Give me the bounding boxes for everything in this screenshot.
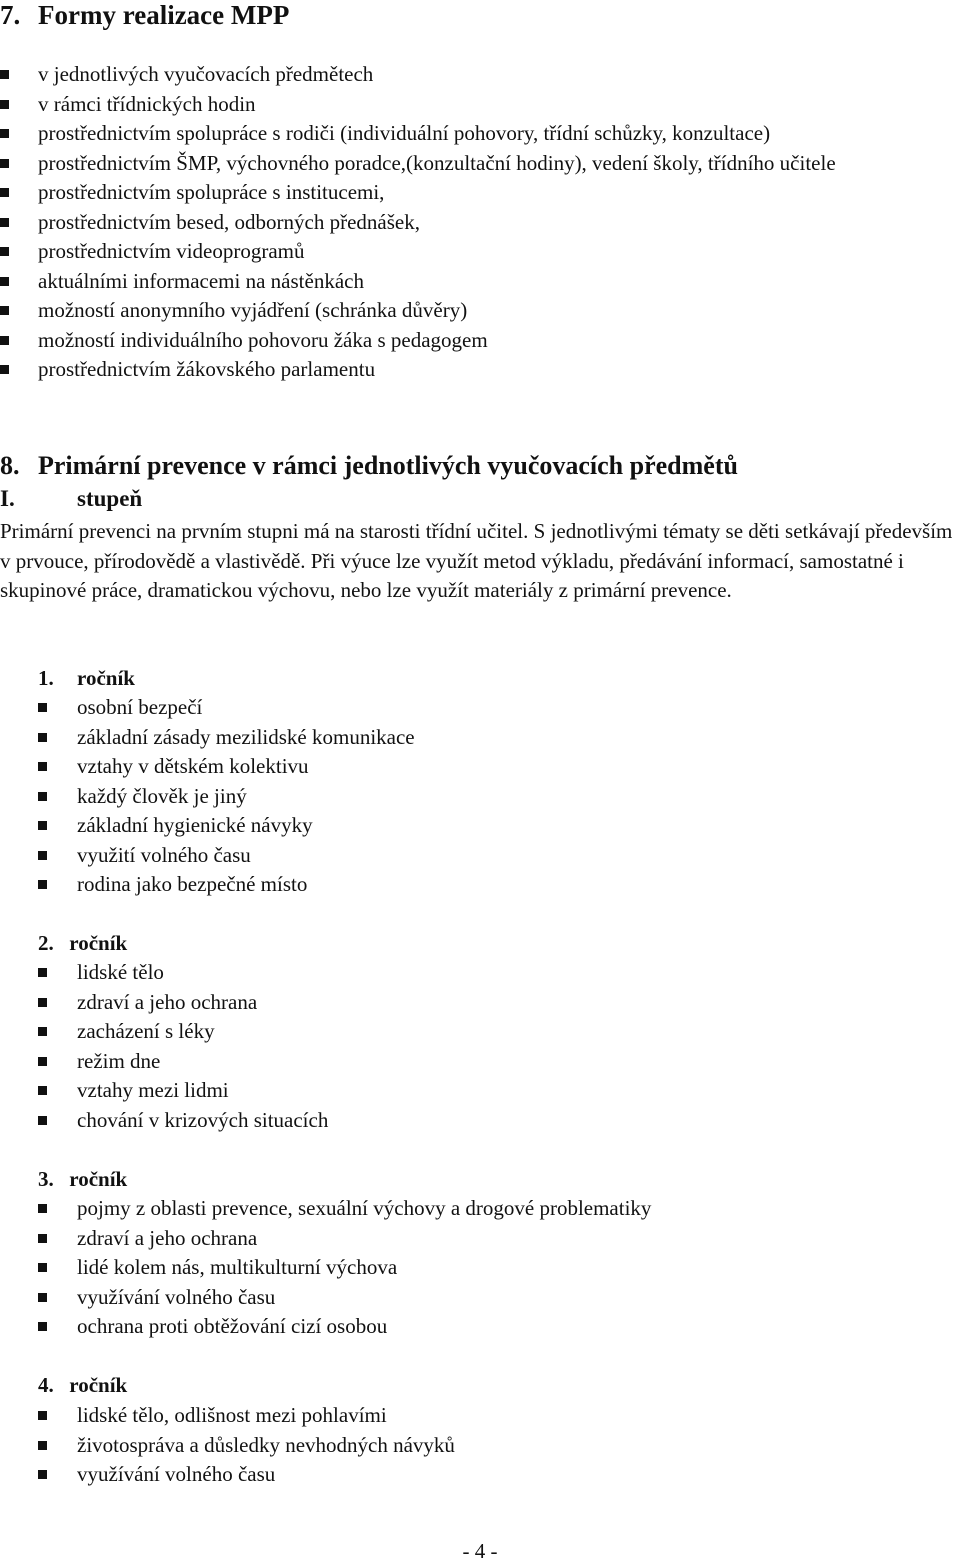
section-7-number: 7. bbox=[0, 0, 21, 30]
section-8-number: 8. bbox=[0, 451, 20, 480]
list-item: využívání volného času bbox=[0, 1460, 960, 1490]
list-item: prostřednictvím spolupráce s rodiči (individuální pohovory, třídní schůzky, konzultace) bbox=[0, 119, 960, 149]
forms-list bbox=[0, 60, 960, 385]
grade-2-number: 2. bbox=[38, 931, 54, 955]
section-8-heading bbox=[0, 449, 738, 483]
stage-title: stupeň bbox=[77, 486, 143, 511]
list-item: zdraví a jeho ochrana bbox=[0, 988, 960, 1018]
grade-4-number: 4. bbox=[38, 1373, 54, 1397]
list-item: možností anonymního vyjádření (schránka důvěry) bbox=[0, 296, 960, 326]
list-item: využívání volného času bbox=[0, 1283, 960, 1313]
grade-3-heading bbox=[38, 1165, 127, 1195]
grade-4-heading bbox=[38, 1371, 127, 1401]
list-item: vztahy mezi lidmi bbox=[0, 1076, 960, 1106]
list-item: prostřednictvím spolupráce s institucemi, bbox=[0, 178, 960, 208]
stage-heading bbox=[0, 484, 142, 514]
list-item: prostřednictvím žákovského parlamentu bbox=[0, 355, 960, 385]
grade-3-topics bbox=[0, 1194, 960, 1342]
page-number: - 4 - bbox=[462, 1539, 498, 1563]
list-item: pojmy z oblasti prevence, sexuální výchovy a drogové problematiky bbox=[0, 1194, 960, 1224]
list-item: vztahy v dětském kolektivu bbox=[0, 752, 960, 782]
stage-number: I. bbox=[0, 486, 15, 511]
list-item: prostřednictvím besed, odborných přednášek, bbox=[0, 208, 960, 238]
grade-1-number: 1. bbox=[38, 666, 54, 690]
list-item: základní zásady mezilidské komunikace bbox=[0, 723, 960, 753]
list-item: prostřednictvím ŠMP, výchovného poradce,(konzultační hodiny), vedení školy, třídního učitele bbox=[0, 149, 960, 179]
list-item: aktuálními informacemi na nástěnkách bbox=[0, 267, 960, 297]
list-item: základní hygienické návyky bbox=[0, 811, 960, 841]
list-item: lidské tělo, odlišnost mezi pohlavími bbox=[0, 1401, 960, 1431]
grade-4-topics bbox=[0, 1401, 960, 1490]
grade-2-heading bbox=[38, 929, 127, 959]
list-item: režim dne bbox=[0, 1047, 960, 1077]
grade-3-number: 3. bbox=[38, 1167, 54, 1191]
section-8-paragraph: Primární prevenci na prvním stupni má na starosti třídní učitel. S jednotlivými tématy se děti setkávají především v prvouce, přírodovědě a vlastivědě. Při výuce lze využít metod výkladu, předávání informací, samostatné i skupinové práce, dramatickou výchovu, nebo lze využít materiály z primární prevence. bbox=[0, 519, 953, 602]
grade-1-heading bbox=[38, 664, 135, 694]
list-item: lidské tělo bbox=[0, 958, 960, 988]
list-item: prostřednictvím videoprogramů bbox=[0, 237, 960, 267]
grade-2-topics bbox=[0, 958, 960, 1135]
grade-1-topics bbox=[0, 693, 960, 900]
section-8-title: Primární prevence v rámci jednotlivých vyučovacích předmětů bbox=[38, 451, 738, 480]
list-item: zdraví a jeho ochrana bbox=[0, 1224, 960, 1254]
list-item: v rámci třídnických hodin bbox=[0, 90, 960, 120]
grade-3-label: ročník bbox=[69, 1167, 128, 1191]
grade-2-label: ročník bbox=[69, 931, 128, 955]
list-item: možností individuálního pohovoru žáka s pedagogem bbox=[0, 326, 960, 356]
list-item: každý člověk je jiný bbox=[0, 782, 960, 812]
grade-1-label: ročník bbox=[77, 666, 135, 690]
list-item: využití volného času bbox=[0, 841, 960, 871]
grade-4-label: ročník bbox=[69, 1373, 128, 1397]
section-7-title: Formy realizace MPP bbox=[38, 0, 290, 30]
list-item: ochrana proti obtěžování cizí osobou bbox=[0, 1312, 960, 1342]
list-item: rodina jako bezpečné místo bbox=[0, 870, 960, 900]
list-item: v jednotlivých vyučovacích předmětech bbox=[0, 60, 960, 90]
list-item: zacházení s léky bbox=[0, 1017, 960, 1047]
list-item: chování v krizových situacích bbox=[0, 1106, 960, 1136]
section-7-heading bbox=[0, 0, 289, 30]
list-item: osobní bezpečí bbox=[0, 693, 960, 723]
list-item: lidé kolem nás, multikulturní výchova bbox=[0, 1253, 960, 1283]
list-item: životospráva a důsledky nevhodných návyků bbox=[0, 1431, 960, 1461]
